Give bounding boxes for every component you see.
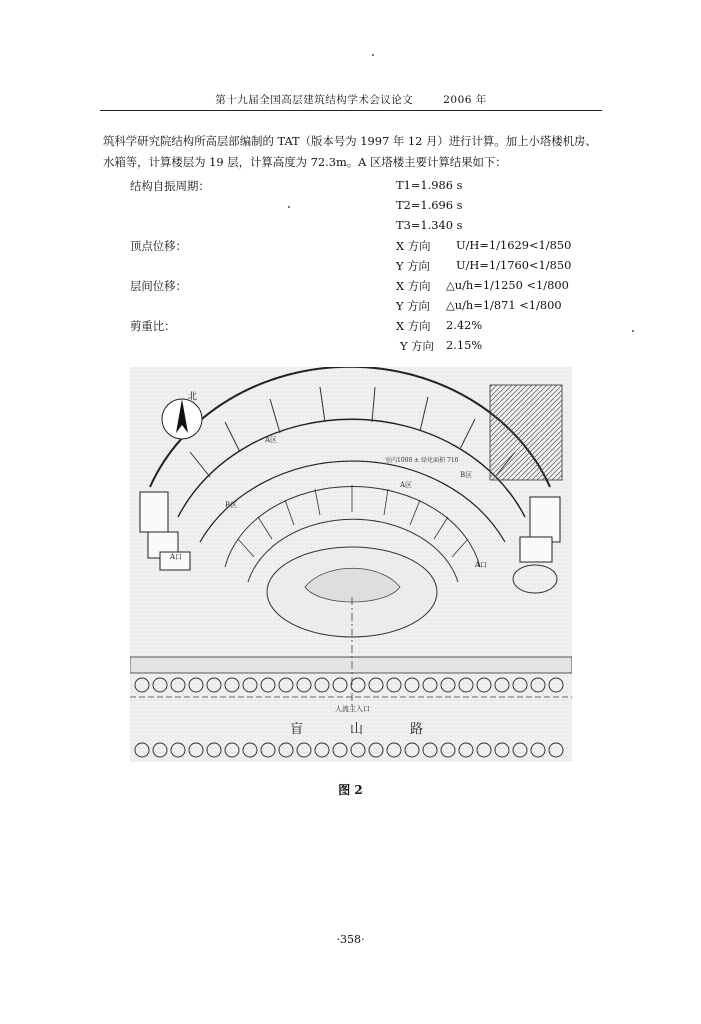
body-paragraph: 筑科学研究院结构所高层部编制的 TAT（版本号为 1997 年 12 月）进行计算。加上小塔楼机房、水箱等，计算楼层为 19 层，计算高度为 72.3m。A 区塔楼主要计算结果如下： bbox=[103, 134, 597, 169]
site-plan-drawing bbox=[130, 367, 572, 762]
road-char-2: 山 bbox=[350, 722, 364, 737]
period-label: 结构自振周期： bbox=[130, 179, 210, 193]
entrance-label-right: A口 bbox=[475, 561, 488, 569]
shear-ratio-y-dir: Y 方向 bbox=[400, 339, 434, 353]
top-disp-y-dir: Y 方向 bbox=[396, 259, 430, 273]
zone-label-4: B区 bbox=[225, 501, 238, 509]
story-drift-x-value: △u/h=1/1250 <1/800 bbox=[446, 278, 569, 292]
period-t2: T2=1.696 s bbox=[396, 198, 463, 212]
header-year: 2006 年 bbox=[443, 94, 487, 106]
story-drift-x-dir: X 方向 bbox=[396, 279, 431, 293]
top-disp-x-dir: X 方向 bbox=[396, 239, 431, 253]
zone-label-3: A区 bbox=[400, 481, 413, 489]
road-char-3: 路 bbox=[410, 722, 424, 737]
zone-label-1: A区 bbox=[265, 436, 278, 444]
story-drift-label: 层间位移： bbox=[130, 279, 187, 293]
top-disp-label: 顶点位移： bbox=[130, 239, 187, 253]
header-rule bbox=[100, 110, 602, 111]
story-drift-y-value: △u/h=1/871 <1/800 bbox=[446, 298, 562, 312]
shear-ratio-x-value: 2.42% bbox=[446, 318, 483, 332]
scan-speck bbox=[288, 206, 290, 208]
scan-speck bbox=[372, 54, 374, 56]
top-disp-x-value: U/H=1/1629<1/850 bbox=[456, 238, 572, 252]
plan-note: 室内1000 ± 绿化面积 710 bbox=[385, 457, 459, 464]
period-t1: T1=1.986 s bbox=[396, 178, 463, 192]
shear-ratio-y-value: 2.15% bbox=[446, 338, 483, 352]
top-disp-y-value: U/H=1/1760<1/850 bbox=[456, 258, 572, 272]
north-label: 北 bbox=[188, 392, 198, 402]
page-number: ·358· bbox=[336, 933, 365, 946]
figure-caption: 图 2 bbox=[338, 783, 363, 797]
site-plan-figure bbox=[130, 367, 572, 762]
header-title: 第十九届全国高层建筑结构学术会议论文 bbox=[215, 94, 414, 106]
shear-ratio-x-dir: X 方向 bbox=[396, 319, 431, 333]
entrance-label-left: A口 bbox=[170, 553, 183, 561]
scan-speck bbox=[632, 330, 634, 332]
road-band bbox=[130, 657, 572, 673]
main-entrance-label: 人流主入口 bbox=[335, 705, 370, 713]
shear-ratio-label: 剪重比： bbox=[130, 319, 176, 333]
story-drift-y-dir: Y 方向 bbox=[396, 299, 430, 313]
zone-label-2: B区 bbox=[460, 471, 473, 479]
period-t3: T3=1.340 s bbox=[396, 218, 463, 232]
road-char-1: 盲 bbox=[290, 722, 304, 737]
running-header bbox=[100, 92, 602, 107]
hatched-area bbox=[490, 385, 562, 480]
